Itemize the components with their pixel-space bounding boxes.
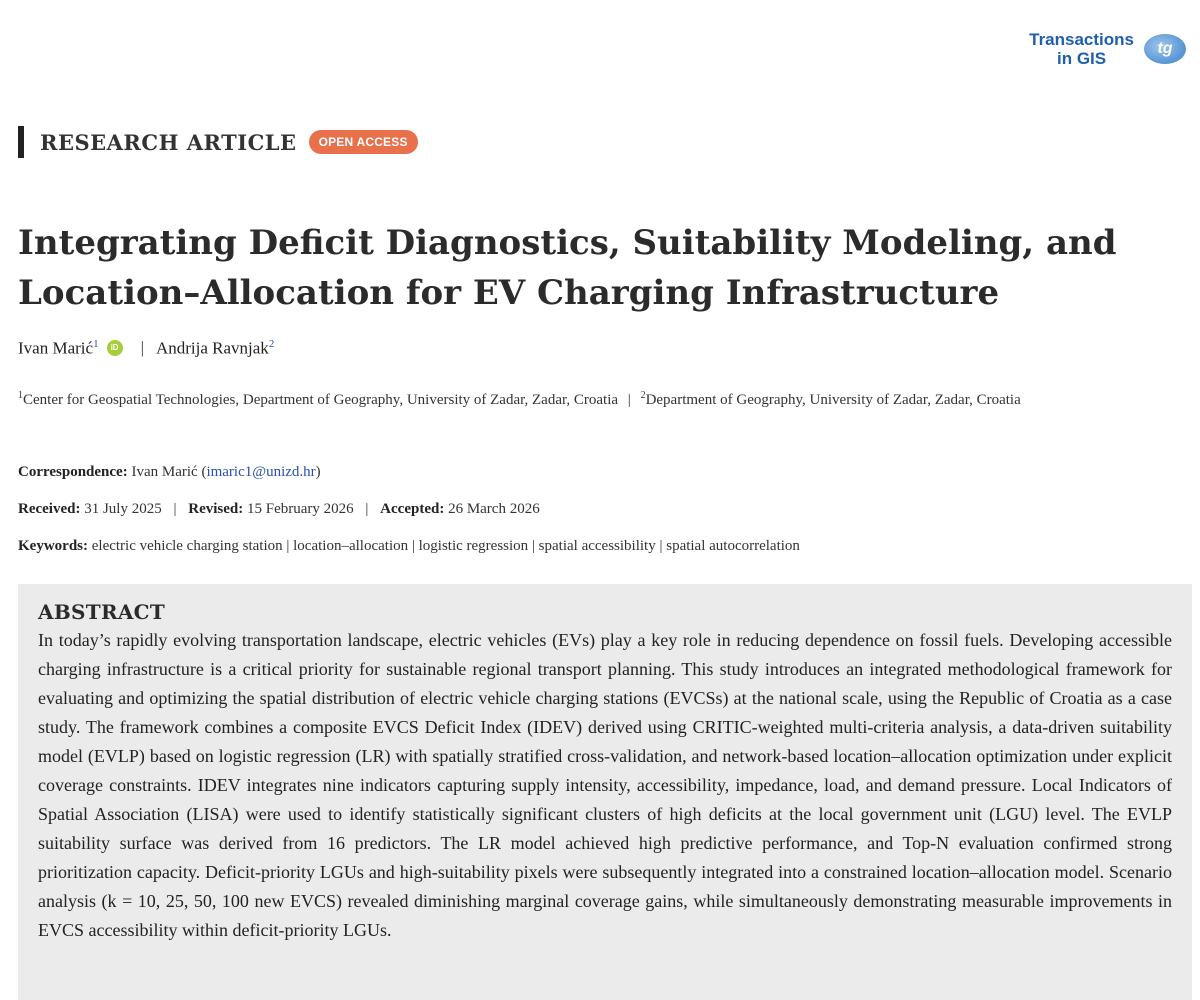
author-list [18, 338, 274, 359]
accepted-date: 26 March 2026 [448, 501, 540, 517]
author-link[interactable] [156, 338, 274, 359]
author-affiliation-sup: 1 [93, 338, 99, 350]
journal-name-line2: in GIS [1057, 49, 1107, 68]
date-separator: | [173, 501, 177, 517]
correspondence-email-link[interactable]: imaric1@unizd.hr [206, 464, 316, 480]
journal-name-line1: Transactions [1029, 30, 1134, 49]
journal-name [1029, 30, 1134, 68]
revised-label: Revised: [188, 501, 244, 517]
correspondence-label: Correspondence: [18, 464, 128, 480]
keywords-list: electric vehicle charging station | location–allocation | logistic regression | spatial accessibility | spatial autocorrelation [91, 538, 800, 554]
keywords-label: Keywords: [18, 538, 88, 554]
affiliations [18, 384, 1178, 412]
article-title: Integrating Deficit Diagnostics, Suitability Modeling, and Location–Allocation for EV Charging Infrastructure [18, 223, 1117, 313]
author-name: Ivan Marić [18, 338, 94, 358]
affiliation-1: Center for Geospatial Technologies, Department of Geography, University of Zadar, Zadar, Croatia [23, 392, 619, 408]
orcid-icon[interactable]: iD [107, 340, 123, 356]
journal-badge-icon: tg [1144, 34, 1186, 64]
author-separator: | [140, 338, 144, 358]
accepted-label: Accepted: [380, 501, 445, 517]
affiliation-2: Department of Geography, University of Zadar, Zadar, Croatia [645, 392, 1021, 408]
article-dates [18, 501, 540, 518]
abstract-box [18, 584, 1192, 1000]
journal-logo [1029, 30, 1186, 68]
author-affiliation-sup: 2 [268, 338, 275, 350]
keywords [18, 538, 800, 555]
article-type-row [18, 126, 418, 158]
abstract-heading: ABSTRACT [38, 600, 166, 624]
correspondence: Correspondence: Ivan Marić (imaric1@unizd.hr) [18, 464, 321, 480]
date-separator: | [365, 501, 369, 517]
article-type-bar [18, 126, 24, 158]
article-type: RESEARCH ARTICLE [40, 129, 297, 155]
revised-date: 15 February 2026 [247, 501, 354, 517]
affiliation-sup: 2 [640, 390, 646, 401]
affiliation-separator: | [627, 392, 631, 408]
author-link[interactable] [18, 338, 99, 359]
correspondence-name: Ivan Marić [131, 464, 198, 480]
received-label: Received: [18, 501, 81, 517]
author-name: Andrija Ravnjak [155, 338, 269, 358]
affiliation-sup: 1 [18, 390, 23, 401]
open-access-badge: OPEN ACCESS [309, 130, 418, 154]
abstract-text: In today’s rapidly evolving transportation landscape, electric vehicles (EVs) play a key role in reducing dependence on fossil fuels. Developing accessible charging infrastructure is a critical priority for sustainable regional transport planning. This study introduces an integrated methodological framework for evaluating and optimizing the spatial distribution of electric vehicle charging stations (EVCSs) at the national scale, using the Republic of Croatia as a case study. The framework combines a composite EVCS Deficit Index (IDEV) derived using CRITIC-weighted multi-criteria analysis, a data-driven suitability model (EVLP) based on logistic regression (LR) with spatially stratified cross-validation, and network-based location–allocation optimization under explicit coverage constraints. IDEV integrates nine indicators capturing supply intensity, accessibility, impedance, load, and demand pressure. Local Indicators of Spatial Association (LISA) were used to identify statistically significant clusters of high deficits at the local government unit (LGU) level. The EVLP suitability surface was derived from 16 predictors. The LR model achieved high predictive performance, and Top-N evaluation confirmed strong prioritization capacity. Deficit-priority LGUs and high-suitability pixels were subsequently integrated into a constrained location–allocation model. Scenario analysis (k = 10, 25, 50, 100 new EVCS) revealed diminishing marginal coverage gains, while simultaneously demonstrating measurable improvements in EVCS accessibility within deficit-priority LGUs. [38, 630, 1172, 940]
received-date: 31 July 2025 [84, 501, 162, 517]
